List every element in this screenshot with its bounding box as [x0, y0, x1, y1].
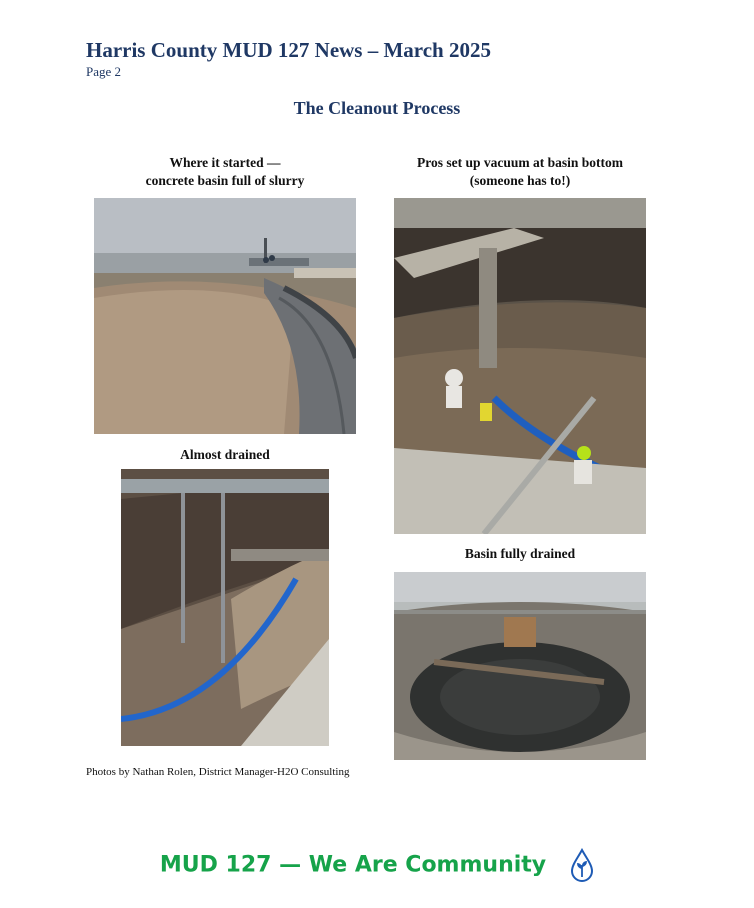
photo-basin-full-of-slurry: [94, 198, 356, 434]
section-title: The Cleanout Process: [293, 98, 461, 118]
caption-line: concrete basin full of slurry: [145, 173, 305, 188]
newsletter-title: Harris County MUD 127 News – March 2025: [86, 38, 491, 62]
photo-caption-basin-full: [94, 154, 356, 190]
photo-vacuum-at-basin-bottom: [394, 198, 646, 534]
caption-line: Pros set up vacuum at basin bottom: [416, 155, 624, 170]
page-number: Page 2: [86, 64, 122, 79]
photo-almost-drained: [121, 469, 329, 746]
caption-line: (someone has to!): [469, 173, 571, 188]
footer-slogan: MUD 127 — We Are Community: [159, 852, 547, 878]
water-drop-plant-icon: [570, 848, 594, 882]
photo-caption-fully-drained: [394, 545, 646, 563]
caption-line: Basin fully drained: [464, 546, 576, 561]
photo-credit: Photos by Nathan Rolen, District Manager-H2O Consulting: [86, 766, 350, 778]
caption-line: Where it started —: [169, 155, 281, 170]
photo-basin-fully-drained: [394, 572, 646, 760]
photo-caption-almost-drained: [121, 446, 329, 464]
caption-line: Almost drained: [180, 447, 270, 462]
footer: [0, 848, 754, 882]
photo-caption-vacuum-setup: [394, 154, 646, 190]
